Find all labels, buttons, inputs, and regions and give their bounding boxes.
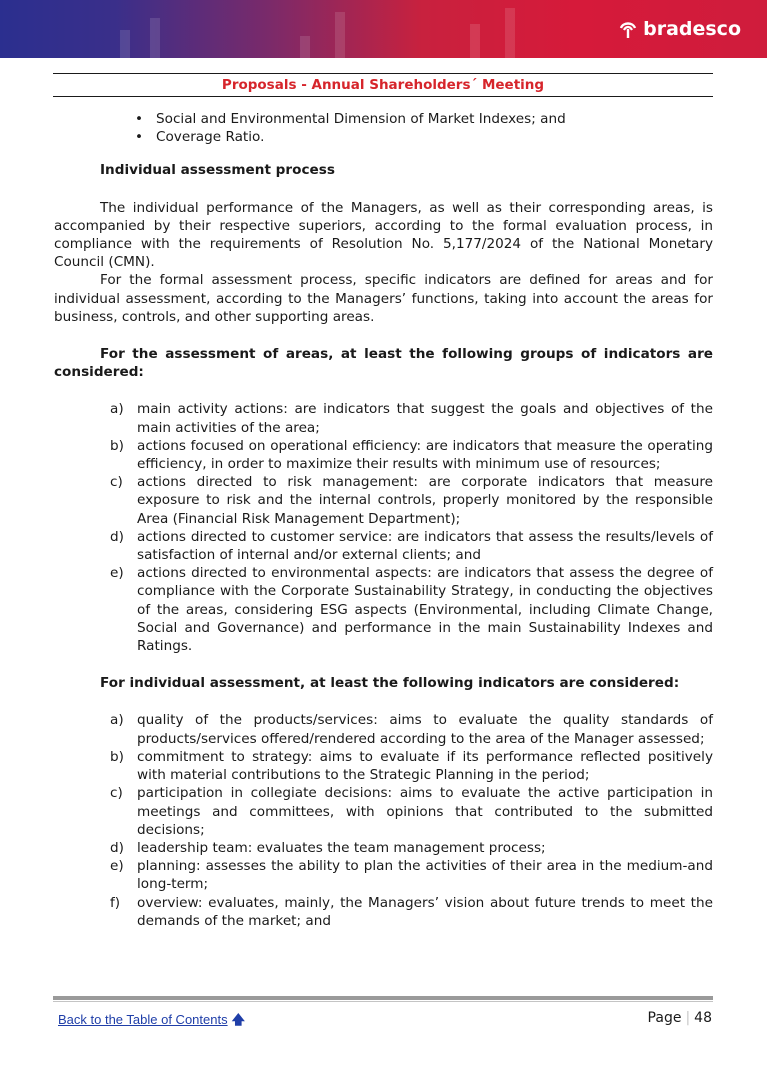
header-banner: [0, 0, 767, 58]
item-text: actions directed to risk management: are corporate indicators that measure exposure to risk and the internal controls, properly monitored by the responsible Area (Financial Risk Management Department);: [137, 474, 713, 527]
item-text: main activity actions: are indicators that suggest the goals and objectives of the main activities of the area;: [137, 401, 713, 436]
item-label: a): [110, 401, 124, 418]
page-separator: |: [685, 1010, 691, 1026]
intro-bullet-list: [54, 110, 713, 146]
footer-divider: [53, 1001, 713, 1002]
list-item: [54, 711, 713, 747]
list-item: • Social and Environmental Dimension of Market Indexes; and: [132, 110, 713, 128]
item-text: actions focused on operational efficiency: are indicators that measure the operating efficiency, in order to maximize their results with minimum use of resources;: [137, 437, 713, 473]
arrow-up-icon: 🡅: [231, 1012, 245, 1027]
list-item: [54, 748, 713, 784]
brand-name: bradesco: [643, 18, 741, 40]
list-item: [54, 473, 713, 528]
section-heading: Individual assessment process: [100, 162, 335, 179]
item-label: c): [110, 785, 123, 802]
banner-decoration: [120, 30, 130, 58]
page-label: Page: [647, 1010, 682, 1026]
banner-decoration: [470, 24, 480, 58]
back-link-label: Back to the Table of Contents: [58, 1012, 228, 1027]
paragraph: For the formal assessment process, specific indicators are defined for areas and for individual assessment, according to the Managers’ functions, taking into account the areas for business, controls, and other supporting areas.: [54, 272, 713, 325]
item-label: c): [110, 474, 123, 491]
item-text: overview: evaluates, mainly, the Managers’ vision about future trends to meet the demands of the market; and: [137, 894, 713, 929]
item-label: b): [110, 437, 124, 454]
item-label: d): [110, 839, 124, 856]
section-heading: For the assessment of areas, at least the following groups of indicators are considered:: [54, 346, 713, 381]
item-label: b): [110, 748, 124, 765]
page-title-bar: [53, 73, 713, 97]
section-heading: For individual assessment, at least the following indicators are considered:: [100, 675, 680, 692]
item-text: participation in collegiate decisions: aims to evaluate the active participation in meetings and committees, with opinions that contributed to the submitted decisions;: [137, 785, 713, 838]
page-number: 48: [694, 1010, 712, 1026]
banner-decoration: [150, 18, 160, 58]
item-text: commitment to strategy: aims to evaluate if its performance reflected positively with material contributions to the Strategic Planning in the period;: [137, 748, 713, 784]
individual-indicators-list: [54, 711, 713, 929]
page-number-indicator: [648, 1010, 712, 1026]
item-label: a): [110, 712, 124, 729]
bradesco-logo: [618, 18, 741, 40]
list-item: [54, 528, 713, 564]
list-item: [54, 784, 713, 839]
bradesco-tree-icon: [618, 19, 638, 39]
banner-decoration: [335, 12, 345, 58]
footer-divider: [53, 996, 713, 1000]
paragraph: The individual performance of the Managers, as well as their corresponding areas, is accompanied by their respective superiors, according to the formal evaluation process, in compliance with the requirements of Resolution No. 5,177/2024 of the National Monetary Council (CMN).: [54, 199, 713, 271]
item-text: planning: assesses the ability to plan the activities of their area in the medium-and long-term;: [137, 858, 713, 893]
list-item: [54, 839, 713, 857]
list-item: • Coverage Ratio.: [132, 128, 713, 146]
list-item: [54, 857, 713, 893]
list-item: [54, 564, 713, 655]
area-indicators-list: [54, 400, 713, 655]
item-text: quality of the products/services: aims to evaluate the quality standards of products/services offered/rendered according to the area of the Manager assessed;: [137, 712, 713, 747]
item-text: actions directed to environmental aspects: are indicators that assess the degree of compliance with the Corporate Sustainability Strategy, in conducting the objectives of the areas, considering ESG aspects (Environmental, including Climate Change, Social and Governance) and performance in the main Sustainability Indexes and Ratings.: [137, 565, 713, 655]
back-to-toc-link[interactable]: [58, 1011, 245, 1033]
item-label: d): [110, 528, 124, 545]
page-title: Proposals - Annual Shareholders´ Meeting: [221, 77, 545, 93]
item-label: f): [110, 894, 121, 911]
list-item: [54, 400, 713, 436]
list-item: [54, 437, 713, 473]
item-text: leadership team: evaluates the team management process;: [137, 839, 546, 856]
document-body: [54, 110, 713, 930]
banner-decoration: [300, 36, 310, 58]
banner-decoration: [505, 8, 515, 58]
item-text: actions directed to customer service: are indicators that assess the results/levels of satisfaction of internal and/or external clients; and: [137, 528, 713, 564]
item-label: e): [110, 565, 124, 582]
item-label: e): [110, 858, 124, 875]
list-item: [54, 894, 713, 930]
